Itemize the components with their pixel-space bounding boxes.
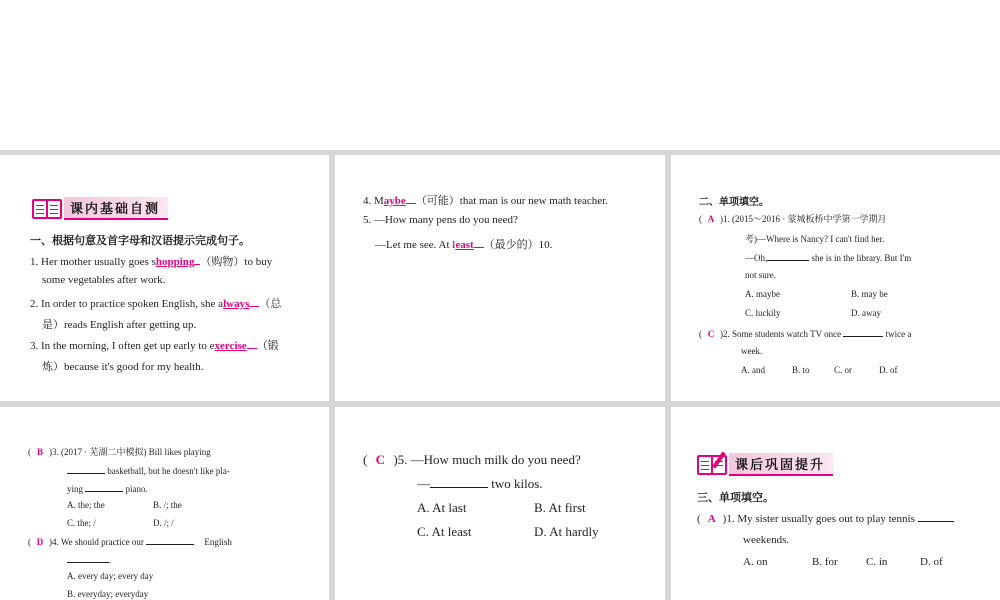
question-1-line-1 — [30, 253, 272, 269]
option: B. /; the — [153, 500, 182, 510]
answer-letter: C — [375, 452, 386, 467]
answer-letter: B — [36, 447, 43, 457]
section-banner — [695, 453, 833, 476]
question-text: —Let me see. At l — [375, 239, 456, 251]
question-5-line-2 — [375, 236, 552, 252]
mc-question-3-line-3 — [67, 482, 148, 494]
answer-letter: D — [36, 537, 44, 547]
question-text: basketball, but he doesn't like pla- — [107, 466, 230, 476]
option: B. At first — [534, 500, 586, 515]
book-pencil-icon — [695, 454, 729, 476]
question-text: （锻 — [256, 340, 279, 352]
option: A. the; the — [67, 500, 105, 510]
question-2-line-1 — [30, 295, 281, 311]
option: B. to — [792, 365, 810, 375]
answer-text: lways — [223, 298, 250, 310]
option: B. may be — [851, 289, 888, 299]
question-text: 1. Her mother usually goes s — [30, 256, 156, 268]
mc-question-1-line-3 — [745, 251, 911, 263]
question-text: — — [417, 476, 430, 491]
panel-multiple-choice-3-4 — [0, 407, 329, 600]
question-text: )4. We should practice our — [49, 537, 144, 547]
question-3-line-1 — [30, 337, 279, 353]
question-text: . — [109, 555, 112, 565]
option: D. /; / — [153, 518, 174, 528]
mc-question-5-line-2 — [417, 476, 543, 492]
mc-question-1-line-4: not sure. — [745, 270, 776, 280]
banner-title: 课内基础自测 — [64, 197, 168, 220]
option: A. maybe — [745, 289, 780, 299]
question-text: )1. My sister usually goes out to play tennis — [722, 513, 915, 525]
mc-question-2-line-2: week. — [741, 346, 763, 356]
mc-question-3-line-1: ( B )3. (2017 · 芜湖二中模拟) Bill likes playing — [28, 447, 211, 457]
mc-question-4-line-2 — [67, 553, 111, 565]
answer-letter: C — [707, 329, 715, 339]
option: A. At last — [417, 500, 467, 515]
answer-text: east — [455, 239, 474, 251]
option: D. At hardly — [534, 524, 599, 539]
question-text: )3. (2017 · 芜湖二中模拟) Bill likes playing — [49, 447, 211, 457]
answer-text: xercise — [214, 340, 247, 352]
question-5-line-1: 5. —How many pens do you need? — [363, 214, 518, 226]
question-text: twice a — [885, 329, 912, 339]
option: C. the; / — [67, 518, 96, 528]
option: A. on — [743, 556, 768, 568]
panel-questions-4-5 — [335, 155, 665, 401]
option: C. in — [866, 556, 888, 568]
answer-letter: A — [707, 214, 715, 224]
section-heading: 三、单项填空。 — [697, 492, 774, 504]
mc-question-3-line-2 — [67, 464, 230, 476]
panel-after-class — [671, 407, 1000, 600]
question-text: piano. — [125, 484, 148, 494]
question-text: )2. Some students watch TV once — [720, 329, 842, 339]
question-text: 4. M — [363, 195, 384, 207]
question-text: two kilos. — [491, 476, 543, 491]
mc-question-1-line-1: ( A )1. (2015～2016 · 蒙城板桥中学第一学期月 — [699, 214, 887, 224]
question-text: English — [204, 537, 232, 547]
mc-question-1-line-2: weekends. — [743, 534, 790, 546]
banner-title: 课后巩固提升 — [729, 453, 833, 476]
option: C. At least — [417, 524, 472, 539]
question-text: （可能）that man is our new math teacher. — [415, 195, 608, 207]
mc-question-1-line-1: ( A )1. My sister usually goes out to play tennis — [697, 512, 954, 525]
panel-classroom-basics — [0, 155, 329, 401]
section-heading: 一、根据句意及首字母和汉语提示完成句子。 — [30, 235, 250, 247]
question-2-line-2: 是）reads English after getting up. — [42, 319, 197, 331]
option: D. of — [920, 556, 943, 568]
question-1-line-2: some vegetables after work. — [42, 274, 166, 286]
question-text: （购物）to buy — [200, 256, 273, 268]
section-heading: 二、单项填空。 — [699, 197, 769, 208]
option: C. or — [834, 365, 852, 375]
question-text: （总 — [259, 298, 282, 310]
answer-text: aybe — [383, 195, 406, 207]
section-banner — [30, 197, 168, 220]
option: C. luckily — [745, 308, 781, 318]
question-text: 3. In the morning, I often get up early to e — [30, 340, 215, 352]
answer-text: hopping — [155, 256, 195, 268]
question-text: she is in the library. But I'm — [811, 253, 912, 263]
question-text: （最少的）10. — [483, 239, 553, 251]
question-text: )5. —How much milk do you need? — [393, 452, 581, 467]
option: D. of — [879, 365, 898, 375]
question-text: —Oh, — [745, 253, 768, 263]
option: A. and — [741, 365, 765, 375]
mc-question-4-line-1: ( D )4. We should practice our English — [28, 537, 232, 547]
option: D. away — [851, 308, 881, 318]
option: B. everyday; everyday — [67, 589, 149, 599]
panel-multiple-choice-1 — [671, 155, 1000, 401]
answer-letter: A — [707, 513, 716, 525]
option: A. every day; every day — [67, 571, 154, 581]
question-text: ying — [67, 484, 84, 494]
book-icon — [30, 198, 64, 220]
question-text: 2. In order to practice spoken English, she a — [30, 298, 224, 310]
option: B. for — [812, 556, 838, 568]
mc-question-1-line-2: 考)—Where is Nancy? I can't find her. — [745, 234, 885, 244]
panel-multiple-choice-5 — [335, 407, 665, 600]
question-3-line-2: 炼）because it's good for my health. — [42, 361, 204, 373]
question-text: )1. (2015～2016 · 蒙城板桥中学第一学期月 — [720, 214, 887, 224]
mc-question-2-line-1: ( C )2. Some students watch TV once twice a — [699, 329, 912, 339]
mc-question-5-line-1: ( C )5. —How much milk do you need? — [363, 452, 581, 467]
question-4 — [363, 192, 608, 208]
